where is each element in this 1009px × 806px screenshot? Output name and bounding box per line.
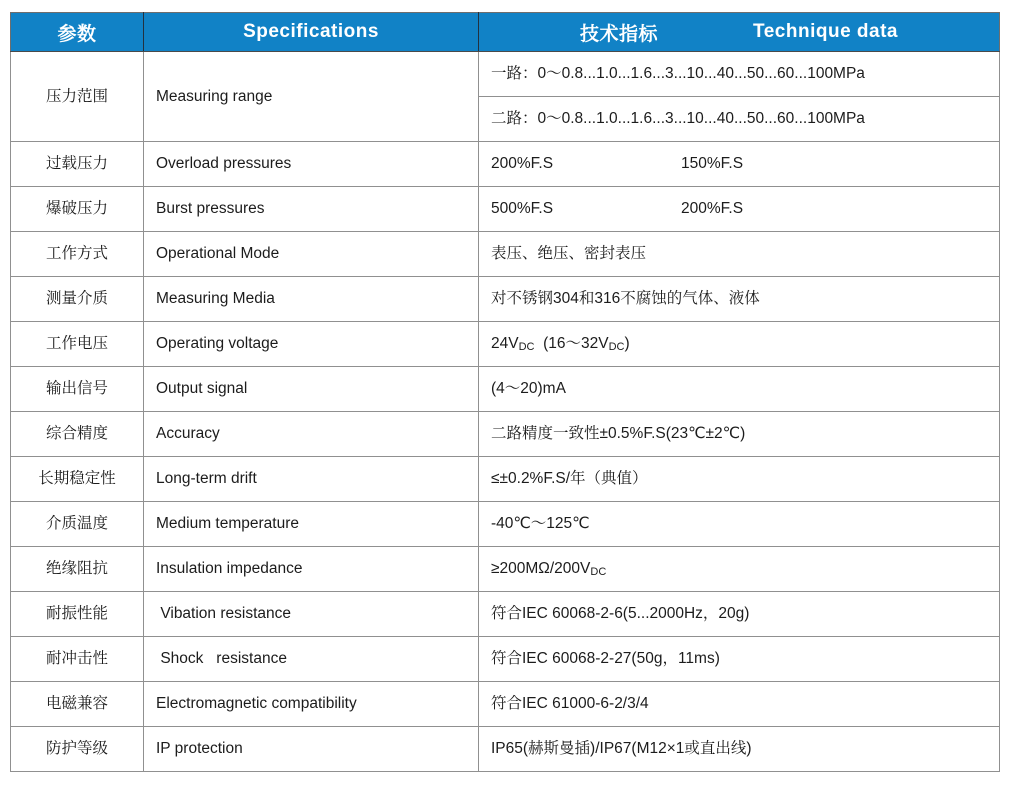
value-cell: (4～20)mA xyxy=(479,367,1000,412)
spec-cell: IP protection xyxy=(144,727,479,772)
value-cell: ≤±0.2%F.S/年（典值） xyxy=(479,457,1000,502)
value-cell: 二路：0～0.8...1.0...1.6...3...10...40...50...60...100MPa xyxy=(479,97,1000,142)
param-cell: 防护等级 xyxy=(11,727,144,772)
header-tech-en: Technique data xyxy=(753,21,898,42)
table-row xyxy=(11,367,1000,412)
param-cell: 耐冲击性 xyxy=(11,637,144,682)
spec-cell: Output signal xyxy=(144,367,479,412)
param-cell: 测量介质 xyxy=(11,277,144,322)
param-cell: 输出信号 xyxy=(11,367,144,412)
spec-table xyxy=(10,12,1000,772)
value-primary: 200%F.S xyxy=(491,155,554,173)
value-cell: 符合IEC 61000-6-2/3/4 xyxy=(479,682,1000,727)
value-primary: 500%F.S xyxy=(491,200,554,218)
value-text: ≥200MΩ/200V xyxy=(491,559,591,577)
param-cell: 爆破压力 xyxy=(11,187,144,232)
header-tech-cn: 技术指标 xyxy=(580,23,659,45)
value-text: 24V xyxy=(491,334,519,352)
param-cell: 电磁兼容 xyxy=(11,682,144,727)
param-cell: 绝缘阻抗 xyxy=(11,547,144,592)
value-cell xyxy=(479,547,1000,592)
value-cell xyxy=(479,322,1000,367)
spec-cell: Accuracy xyxy=(144,412,479,457)
value-text: (16～32V xyxy=(534,334,609,352)
table-row xyxy=(11,232,1000,277)
param-cell: 介质温度 xyxy=(11,502,144,547)
header-param: 参数 xyxy=(11,13,144,52)
param-cell: 综合精度 xyxy=(11,412,144,457)
value-cell: 表压、绝压、密封表压 xyxy=(479,232,1000,277)
spec-cell: Measuring Media xyxy=(144,277,479,322)
spec-cell: Operating voltage xyxy=(144,322,479,367)
table-row xyxy=(11,727,1000,772)
header-row xyxy=(11,13,1000,52)
spec-cell: Insulation impedance xyxy=(144,547,479,592)
param-cell: 工作电压 xyxy=(11,322,144,367)
value-cell: 一路：0～0.8...1.0...1.6...3...10...40...50...60...100MPa xyxy=(479,52,1000,97)
table-row xyxy=(11,502,1000,547)
param-cell: 过载压力 xyxy=(11,142,144,187)
spec-cell: Vibation resistance xyxy=(144,592,479,637)
value-cell: 符合IEC 60068-2-27(50g，11ms) xyxy=(479,637,1000,682)
param-cell: 长期稳定性 xyxy=(11,457,144,502)
table-row xyxy=(11,637,1000,682)
header-tech xyxy=(479,13,1000,52)
spec-cell: Shock resistance xyxy=(144,637,479,682)
spec-cell: Overload pressures xyxy=(144,142,479,187)
table-row xyxy=(11,277,1000,322)
header-spec: Specifications xyxy=(144,13,479,52)
table-row xyxy=(11,592,1000,637)
spec-cell: Measuring range xyxy=(144,52,479,142)
spec-cell: Long-term drift xyxy=(144,457,479,502)
spec-cell: Operational Mode xyxy=(144,232,479,277)
table-row xyxy=(11,412,1000,457)
table-row xyxy=(11,52,1000,97)
value-subscript: DC xyxy=(518,340,535,353)
spec-cell: Electromagnetic compatibility xyxy=(144,682,479,727)
table-row xyxy=(11,187,1000,232)
value-cell: IP65(赫斯曼插)/IP67(M12×1或直出线) xyxy=(479,727,1000,772)
table-row xyxy=(11,322,1000,367)
value-subscript: DC xyxy=(608,340,625,353)
param-cell: 压力范围 xyxy=(11,52,144,142)
value-cell: 对不锈钢304和316不腐蚀的气体、液体 xyxy=(479,277,1000,322)
value-secondary: 200%F.S xyxy=(681,200,744,218)
value-subscript: DC xyxy=(590,565,607,578)
value-cell: 符合IEC 60068-2-6(5...2000Hz，20g) xyxy=(479,592,1000,637)
value-cell: -40℃～125℃ xyxy=(479,502,1000,547)
param-cell: 耐振性能 xyxy=(11,592,144,637)
value-cell xyxy=(479,187,1000,232)
value-cell xyxy=(479,142,1000,187)
value-cell: 二路精度一致性±0.5%F.S(23℃±2℃) xyxy=(479,412,1000,457)
table-row xyxy=(11,547,1000,592)
value-text: ) xyxy=(624,334,630,352)
table-row xyxy=(11,457,1000,502)
table-row xyxy=(11,682,1000,727)
spec-table-header xyxy=(11,13,1000,52)
value-secondary: 150%F.S xyxy=(681,155,744,173)
header-tech-inner xyxy=(479,19,999,46)
spec-cell: Burst pressures xyxy=(144,187,479,232)
param-cell: 工作方式 xyxy=(11,232,144,277)
spec-table-body xyxy=(11,52,1000,772)
spec-cell: Medium temperature xyxy=(144,502,479,547)
table-row xyxy=(11,142,1000,187)
